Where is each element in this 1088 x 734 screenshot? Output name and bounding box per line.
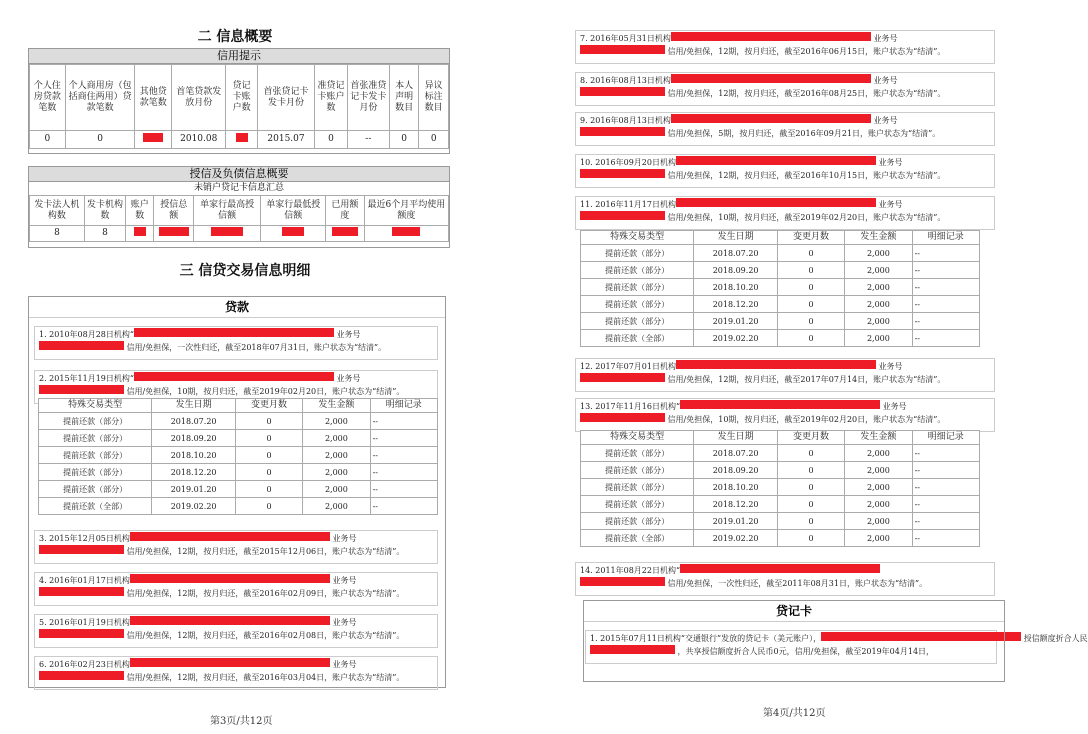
loan-entry (575, 30, 995, 64)
loan-entry (575, 112, 995, 146)
credit-tips-value: 0 (315, 131, 348, 149)
entry-business-no-label: 业务号 (875, 200, 903, 209)
guarantee-column-header: 最近6个月平均使用额度 (364, 196, 448, 226)
entry-business-no-label: 业务号 (329, 534, 357, 543)
transaction-row (581, 530, 980, 547)
transaction-cell: 2018.12.20 (152, 464, 235, 481)
transaction-cell: 提前还款（全部） (39, 498, 152, 515)
entry-line2: 信用/免担保，12期，按月归还，截至2017年07月14日，账户状态为“结清”。 (665, 375, 946, 384)
redaction-mark (580, 373, 665, 382)
credit-tips-value: 0 (419, 131, 449, 149)
transaction-cell: 0 (235, 464, 302, 481)
entry-line2: 信用/免担保，一次性归还，截至2011年08月31日，账户状态为“结清”。 (665, 579, 928, 588)
transaction-column-header: 明细记录 (370, 399, 437, 413)
transaction-cell: 2,000 (845, 296, 912, 313)
guarantee-column-header: 发卡机构数 (84, 196, 125, 226)
transaction-row (581, 445, 980, 462)
entry-line1: 6. 2016年02月23日机构 (39, 660, 130, 669)
transaction-cell: -- (370, 464, 437, 481)
entry-business-no-label: 授信额度折合人民 (1021, 634, 1088, 643)
redaction-mark (580, 127, 665, 136)
entry-line1: 7. 2016年05月31日机构 (580, 34, 671, 43)
guarantee-value: 8 (30, 226, 85, 242)
transaction-cell: -- (912, 496, 979, 513)
transaction-cell: 2,000 (845, 496, 912, 513)
entry-business-no-label: 业务号 (875, 158, 903, 167)
loan-entry (575, 398, 995, 432)
transaction-cell: -- (912, 479, 979, 496)
transaction-cell: -- (912, 279, 979, 296)
transaction-cell: 0 (777, 462, 844, 479)
credit-tips-value (226, 131, 258, 149)
transaction-column-header: 特殊交易类型 (581, 231, 694, 245)
transaction-cell: 提前还款（部分） (581, 262, 694, 279)
entry-line2: 信用/免担保，5期，按月归还，截至2016年09月21日，账户状态为“结清”。 (665, 129, 941, 138)
loan-entry (34, 656, 438, 690)
transaction-cell: 2,000 (845, 445, 912, 462)
transaction-row (581, 296, 980, 313)
entry-line1: 14. 2011年08月22日机构“ (580, 566, 681, 575)
credit-card-box (583, 600, 1005, 682)
guarantee-value: 8 (84, 226, 125, 242)
transaction-cell: 0 (777, 496, 844, 513)
transaction-cell: 提前还款（部分） (581, 496, 694, 513)
redaction-mark (671, 114, 871, 123)
transaction-cell: -- (912, 245, 979, 262)
transaction-cell: -- (912, 262, 979, 279)
transaction-cell: -- (912, 530, 979, 547)
transaction-cell: 0 (777, 479, 844, 496)
redaction-mark (211, 227, 243, 236)
transaction-cell: 0 (777, 445, 844, 462)
transaction-cell: 0 (777, 513, 844, 530)
loan-header: 贷款 (29, 297, 445, 318)
transaction-row (39, 430, 438, 447)
transaction-row (581, 479, 980, 496)
redaction-mark (676, 156, 876, 165)
credit-tips-column-header: 准贷记卡账户数 (315, 65, 348, 131)
transaction-cell: 0 (235, 413, 302, 430)
transaction-cell: 2,000 (303, 464, 370, 481)
credit-tips-column-header: 首张准贷记卡发卡月份 (347, 65, 389, 131)
guarantee-column-header: 授信总额 (154, 196, 194, 226)
redaction-mark (134, 328, 334, 337)
transaction-cell: -- (370, 447, 437, 464)
left-footer: 第3页/共12页 (210, 716, 273, 727)
transaction-cell: -- (912, 330, 979, 347)
transaction-cell: 0 (777, 279, 844, 296)
transaction-cell: 2,000 (845, 330, 912, 347)
transaction-row (581, 262, 980, 279)
transaction-cell: -- (370, 413, 437, 430)
entry-line1: 13. 2017年11月16日机构“ (580, 402, 681, 411)
redaction-mark (130, 658, 330, 667)
transaction-cell: 2018.10.20 (152, 447, 235, 464)
transaction-cell: 提前还款（部分） (39, 430, 152, 447)
entry-line2: 信用/免担保，一次性归还，截至2018年07月31日，账户状态为“结清”。 (124, 343, 387, 352)
transaction-column-header: 变更月数 (777, 231, 844, 245)
guarantee-value (261, 226, 326, 242)
transaction-row (581, 330, 980, 347)
credit-tips-column-header: 异议标注数目 (419, 65, 449, 131)
transaction-cell: 2018.12.20 (694, 496, 777, 513)
transaction-cell: 2018.10.20 (694, 479, 777, 496)
transaction-cell: 2,000 (303, 413, 370, 430)
credit-card-header: 贷记卡 (584, 601, 1004, 622)
loan-entry (34, 326, 438, 360)
transaction-cell: 2,000 (845, 530, 912, 547)
transaction-cell: 提前还款（全部） (581, 330, 694, 347)
transaction-row (39, 447, 438, 464)
redaction-mark (580, 87, 665, 96)
entry-line1: 4. 2016年01月17日机构 (39, 576, 130, 585)
redaction-mark (671, 74, 871, 83)
transaction-cell: 提前还款（部分） (581, 296, 694, 313)
entry-business-no-label: 业务号 (329, 660, 357, 669)
guarantee-column-header: 已用额度 (326, 196, 365, 226)
transaction-cell: 0 (235, 498, 302, 515)
redaction-mark (676, 198, 876, 207)
transaction-row (581, 245, 980, 262)
transaction-cell: 2,000 (845, 245, 912, 262)
redaction-mark (282, 227, 304, 236)
transaction-cell: 2,000 (303, 498, 370, 515)
entry-business-no-label: 业务号 (880, 402, 907, 411)
transaction-cell: 2019.02.20 (694, 330, 777, 347)
guarantee-value (126, 226, 154, 242)
right-page (565, 0, 1088, 734)
transaction-cell: 2018.07.20 (152, 413, 235, 430)
transaction-cell: -- (370, 430, 437, 447)
transaction-cell: 0 (777, 530, 844, 547)
transaction-row (581, 513, 980, 530)
loan-entry (34, 530, 438, 564)
transaction-cell: 2018.07.20 (694, 245, 777, 262)
transaction-cell: -- (912, 462, 979, 479)
transaction-column-header: 发生日期 (694, 431, 777, 445)
transaction-column-header: 发生日期 (694, 231, 777, 245)
entry-business-no-label: 业务号 (870, 34, 898, 43)
credit-tips-column-header: 首笔贷款发放月份 (172, 65, 226, 131)
redaction-mark (130, 616, 330, 625)
entry-line1: 12. 2017年07月01日机构 (580, 362, 676, 371)
credit-tips-header: 信用提示 (29, 49, 449, 64)
transaction-cell: 提前还款（部分） (39, 464, 152, 481)
guarantee-column-header: 单家行最高授信额 (194, 196, 261, 226)
transaction-cell: 2,000 (845, 462, 912, 479)
redaction-mark (392, 227, 420, 236)
entry-business-no-label: 业务号 (333, 374, 361, 383)
transaction-row (39, 498, 438, 515)
entry-business-no-label: 业务号 (875, 362, 903, 371)
transaction-cell: 2019.02.20 (152, 498, 235, 515)
redaction-mark (39, 587, 124, 596)
credit-tips-column-header: 首张贷记卡发卡月份 (257, 65, 314, 131)
credit-tips-value: 0 (389, 131, 419, 149)
transaction-column-header: 特殊交易类型 (39, 399, 152, 413)
entry-line2: 信用/免担保，10期，按月归还，截至2019年02月20日，账户状态为“结清”。 (124, 387, 405, 396)
transaction-cell: 2,000 (845, 279, 912, 296)
redaction-mark (39, 385, 124, 394)
transaction-cell: 0 (777, 245, 844, 262)
transaction-row (581, 462, 980, 479)
credit-tips-box (28, 48, 450, 154)
entry-business-no-label: 业务号 (870, 76, 898, 85)
redaction-mark (580, 45, 665, 54)
entry-line2: 信用/免担保，10期，按月归还，截至2019年02月20日，账户状态为“结清”。 (665, 415, 946, 424)
redaction-mark (680, 400, 880, 409)
entry-line2: 信用/免担保，12期，按月归还，截至2015年12月06日，账户状态为“结清”。 (124, 547, 405, 556)
section2-title: 二 信息概要 (197, 29, 273, 45)
entry-line2: ，共享授信额度折合人民币0元，信用/免担保，截至2019年04月14日， (675, 647, 935, 656)
transaction-cell: 提前还款（部分） (581, 313, 694, 330)
redaction-mark (580, 577, 665, 586)
transaction-cell: 2018.09.20 (694, 462, 777, 479)
transaction-cell: 0 (235, 481, 302, 498)
redaction-mark (39, 545, 124, 554)
entry-business-no-label: 业务号 (329, 576, 357, 585)
transaction-cell: 提前还款（部分） (581, 479, 694, 496)
transaction-row (581, 313, 980, 330)
guarantee-value (194, 226, 261, 242)
entry-line1: 2. 2015年11月19日机构“ (39, 374, 134, 383)
entry-line1: 9. 2016年08月13日机构 (580, 116, 671, 125)
redaction-mark (130, 574, 330, 583)
guarantee-column-header: 单家行最低授信额 (261, 196, 326, 226)
transaction-row (39, 481, 438, 498)
transaction-cell: 0 (777, 262, 844, 279)
transaction-cell: 2,000 (845, 313, 912, 330)
loan-entry (575, 562, 995, 596)
transaction-cell: 提前还款（部分） (581, 245, 694, 262)
redaction-mark (159, 227, 189, 236)
transaction-cell: 2019.01.20 (694, 513, 777, 530)
transaction-column-header: 发生金额 (845, 231, 912, 245)
credit-tips-value: 0 (65, 131, 135, 149)
entry-line2: 信用/免担保，12期，按月归还，截至2016年10月15日，账户状态为“结清”。 (665, 171, 946, 180)
entry-line1: 10. 2016年09月20日机构 (580, 158, 676, 167)
loan-entry (575, 196, 995, 230)
transaction-row (581, 496, 980, 513)
guarantee-value (364, 226, 448, 242)
transaction-cell: 2018.09.20 (694, 262, 777, 279)
redaction-mark (236, 133, 248, 142)
entry-line2: 信用/免担保，10期，按月归还，截至2019年02月20日，账户状态为“结清”。 (665, 213, 946, 222)
entry-line1: 11. 2016年11月17日机构 (580, 200, 676, 209)
credit-tips-value: 0 (30, 131, 66, 149)
transaction-row (581, 279, 980, 296)
transaction-cell: -- (912, 513, 979, 530)
redaction-mark (134, 227, 146, 236)
loan-entry (575, 154, 995, 188)
transaction-cell: 0 (777, 330, 844, 347)
redaction-mark (332, 227, 358, 236)
transaction-cell: 提前还款（部分） (581, 279, 694, 296)
transaction-cell: 2,000 (303, 481, 370, 498)
transaction-cell: 提前还款（部分） (39, 481, 152, 498)
transaction-cell: 提前还款（部分） (581, 445, 694, 462)
transaction-cell: 0 (777, 313, 844, 330)
credit-tips-column-header: 其他贷款笔数 (135, 65, 172, 131)
transaction-cell: -- (370, 481, 437, 498)
section3-title: 三 信贷交易信息明细 (179, 263, 311, 279)
guarantee-column-header: 发卡法人机构数 (30, 196, 85, 226)
transaction-column-header: 明细记录 (912, 431, 979, 445)
credit-tips-column-header: 个人商用房（包括商住两用）贷款笔数 (65, 65, 135, 131)
redaction-mark (676, 360, 876, 369)
transaction-cell: 提前还款（部分） (581, 462, 694, 479)
guarantee-box (28, 166, 450, 248)
credit-tips-column-header: 贷记卡账户数 (226, 65, 258, 131)
transaction-column-header: 特殊交易类型 (581, 431, 694, 445)
transaction-row (39, 413, 438, 430)
credit-tips-value: 2015.07 (257, 131, 314, 149)
transaction-column-header: 发生金额 (845, 431, 912, 445)
transaction-cell: 2018.10.20 (694, 279, 777, 296)
loan-entry (575, 358, 995, 392)
entry-line1: 3. 2015年12月05日机构 (39, 534, 130, 543)
redaction-mark (130, 532, 330, 541)
redaction-mark (680, 564, 880, 573)
credit-tips-column-header: 个人住房贷款笔数 (30, 65, 66, 131)
redaction-mark (580, 211, 665, 220)
transaction-column-header: 变更月数 (777, 431, 844, 445)
transaction-column-header: 变更月数 (235, 399, 302, 413)
guarantee-table (29, 195, 449, 242)
transaction-cell: 2,000 (845, 262, 912, 279)
credit-tips-table (29, 64, 449, 149)
redaction-mark (39, 341, 124, 350)
transaction-column-header: 发生日期 (152, 399, 235, 413)
credit-tips-value: -- (347, 131, 389, 149)
transaction-cell: 2019.01.20 (694, 313, 777, 330)
entry-line2: 信用/免担保，12期，按月归还，截至2016年02月09日，账户状态为“结清”。 (124, 589, 405, 598)
redaction-mark (143, 133, 163, 142)
transaction-cell: 2018.09.20 (152, 430, 235, 447)
redaction-mark (134, 372, 334, 381)
entry-line1: 1. 2015年07月11日机构“交通银行”发放的贷记卡（美元账户）， (590, 634, 822, 643)
entry-business-no-label: 业务号 (333, 330, 361, 339)
redaction-mark (580, 413, 665, 422)
entry-business-no-label: 业务号 (329, 618, 357, 627)
transaction-cell: 2,000 (303, 430, 370, 447)
redaction-mark (580, 169, 665, 178)
guarantee-value (326, 226, 365, 242)
left-page (0, 0, 470, 734)
loan-entry (34, 572, 438, 606)
guarantee-subheader: 未销户贷记卡信息汇总 (193, 183, 284, 193)
transaction-cell: 0 (777, 296, 844, 313)
transaction-cell: 提前还款（部分） (39, 413, 152, 430)
transaction-cell: 0 (235, 447, 302, 464)
transaction-cell: -- (912, 296, 979, 313)
transaction-cell: 2,000 (845, 513, 912, 530)
transaction-cell: 提前还款（部分） (581, 513, 694, 530)
guarantee-value (154, 226, 194, 242)
entry-line1: 1. 2010年08月28日机构“ (39, 330, 134, 339)
right-footer: 第4页/共12页 (763, 708, 826, 719)
transaction-column-header: 发生金额 (303, 399, 370, 413)
transaction-cell: 2018.07.20 (694, 445, 777, 462)
guarantee-column-header: 账户数 (126, 196, 154, 226)
right-transaction-table-2 (580, 430, 980, 547)
transaction-cell: 提前还款（部分） (39, 447, 152, 464)
left-transaction-table (38, 398, 438, 515)
entry-line2: 信用/免担保，12期，按月归还，截至2016年02月08日，账户状态为“结清”。 (124, 631, 405, 640)
loan-entry (34, 614, 438, 648)
transaction-cell: 2018.12.20 (694, 296, 777, 313)
right-transaction-table-1 (580, 230, 980, 347)
transaction-cell: 2019.01.20 (152, 481, 235, 498)
credit-tips-value (135, 131, 172, 149)
entry-line2: 信用/免担保，12期，按月归还，截至2016年08月25日，账户状态为“结清”。 (665, 89, 946, 98)
redaction-mark (671, 32, 871, 41)
transaction-cell: 提前还款（全部） (581, 530, 694, 547)
transaction-cell: 2019.02.20 (694, 530, 777, 547)
transaction-cell: -- (912, 445, 979, 462)
credit-tips-value: 2010.08 (172, 131, 226, 149)
guarantee-header: 授信及负债信息概要 (29, 167, 449, 182)
transaction-cell: 2,000 (845, 479, 912, 496)
loan-entry (575, 72, 995, 106)
entry-line1: 5. 2016年01月19日机构 (39, 618, 130, 627)
entry-business-no-label: 业务号 (870, 116, 898, 125)
entry-line2: 信用/免担保，12期，按月归还，截至2016年03月04日，账户状态为“结清”。 (124, 673, 405, 682)
redaction-mark (39, 671, 124, 680)
transaction-cell: 0 (235, 430, 302, 447)
transaction-cell: 2,000 (303, 447, 370, 464)
transaction-cell: -- (370, 498, 437, 515)
credit-tips-column-header: 本人声明数目 (389, 65, 419, 131)
transaction-row (39, 464, 438, 481)
entry-line2: 信用/免担保，12期，按月归还，截至2016年06月15日，账户状态为“结清”。 (665, 47, 946, 56)
transaction-cell: -- (912, 313, 979, 330)
redaction-mark (39, 629, 124, 638)
entry-line1: 8. 2016年08月13日机构 (580, 76, 671, 85)
transaction-column-header: 明细记录 (912, 231, 979, 245)
